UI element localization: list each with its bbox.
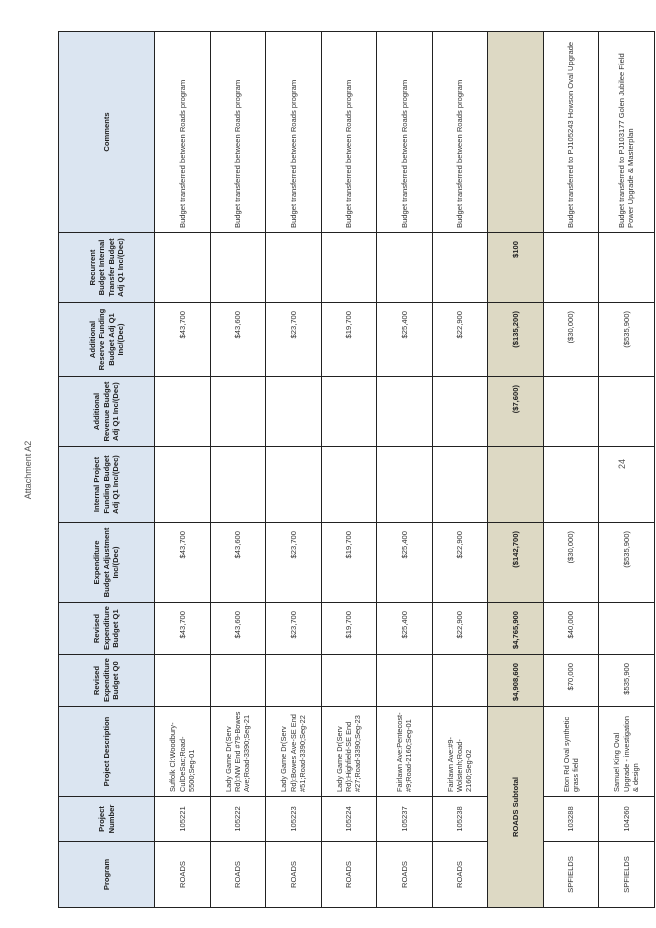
cell-project-number: 105224 <box>321 797 377 842</box>
cell-project-description: Lady Game Dr(Serv Rd):NW End #79-Bowes Ave;Road-3390;Seg-21 <box>210 707 266 797</box>
cell-comments: Budget transferred between Roads program <box>266 32 322 233</box>
table-row <box>266 32 322 908</box>
subtotal-label: ROADS Subtotal <box>488 707 544 908</box>
cell-internal-funding <box>543 447 599 523</box>
cell-expenditure-adjustment: $43,600 <box>210 523 266 603</box>
cell-program: ROADS <box>210 842 266 908</box>
subtotal-comments <box>488 32 544 233</box>
table-row <box>543 32 599 908</box>
cell-recurrent-transfer <box>599 233 655 303</box>
cell-program: SPFIELDS <box>599 842 655 908</box>
cell-project-description: Suffolk Cl:Woodbury-CulDeSac;Road-5500;Seg-01 <box>155 707 211 797</box>
cell-additional-revenue <box>321 377 377 447</box>
subtotal-additional-revenue: ($7,600) <box>488 377 544 447</box>
cell-project-number: 105223 <box>266 797 322 842</box>
cell-project-description: Eton Rd Oval synthetic grass field <box>543 707 599 797</box>
cell-recurrent-transfer <box>210 233 266 303</box>
cell-additional-reserve: $25,400 <box>377 303 433 377</box>
cell-additional-revenue <box>599 377 655 447</box>
cell-recurrent-transfer <box>321 233 377 303</box>
col-header-recurrent-transfer: Recurrent Budget Internal Transfer Budget Adj Q1 Inc/(Dec) <box>59 233 155 303</box>
subtotal-recurrent-transfer: $100 <box>488 233 544 303</box>
cell-program: ROADS <box>155 842 211 908</box>
cell-revised-q1: $40,000 <box>543 603 599 655</box>
cell-expenditure-adjustment: ($535,900) <box>599 523 655 603</box>
col-header-revised-q1: Revised Expenditure Budget Q1 <box>59 603 155 655</box>
subtotal-revised-q0: $4,908,600 <box>488 655 544 707</box>
cell-revised-q0 <box>155 655 211 707</box>
cell-comments: Budget transferred between Roads program <box>155 32 211 233</box>
cell-additional-reserve: ($30,000) <box>543 303 599 377</box>
cell-expenditure-adjustment: ($30,000) <box>543 523 599 603</box>
cell-project-description: Lady Game Dr(Serv Rd):Bowes Ave-SE End #51;Road-3390;Seg-22 <box>266 707 322 797</box>
cell-additional-reserve: $23,700 <box>266 303 322 377</box>
cell-additional-reserve: $43,700 <box>155 303 211 377</box>
cell-revised-q1: $43,600 <box>210 603 266 655</box>
cell-comments: Budget transferred to PJ105243 Howson Oval Upgrade <box>543 32 599 233</box>
cell-internal-funding <box>321 447 377 523</box>
cell-expenditure-adjustment: $25,400 <box>377 523 433 603</box>
col-header-comments: Comments <box>59 32 155 233</box>
cell-revised-q0 <box>321 655 377 707</box>
col-header-internal-funding: Internal Project Funding Budget Adj Q1 Inc/(Dec) <box>59 447 155 523</box>
cell-additional-revenue <box>210 377 266 447</box>
cell-revised-q1: $23,700 <box>266 603 322 655</box>
budget-table-container <box>58 32 640 908</box>
cell-project-description: Samuel King Oval Upgrade - investigation & design <box>599 707 655 797</box>
table-row <box>155 32 211 908</box>
cell-internal-funding <box>432 447 488 523</box>
subtotal-expenditure-adjustment: ($142,700) <box>488 523 544 603</box>
table-row <box>377 32 433 908</box>
cell-project-number: 105237 <box>377 797 433 842</box>
cell-program: ROADS <box>432 842 488 908</box>
cell-additional-reserve: $43,600 <box>210 303 266 377</box>
cell-additional-revenue <box>377 377 433 447</box>
col-header-additional-revenue: Additional Revenue Budget Adj Q1 Inc/(Dec) <box>59 377 155 447</box>
cell-additional-revenue <box>155 377 211 447</box>
cell-revised-q1: $25,400 <box>377 603 433 655</box>
table-row <box>599 32 655 908</box>
cell-recurrent-transfer <box>377 233 433 303</box>
cell-additional-reserve: $22,900 <box>432 303 488 377</box>
table-row <box>210 32 266 908</box>
cell-additional-revenue <box>266 377 322 447</box>
cell-recurrent-transfer <box>432 233 488 303</box>
subtotal-row <box>488 32 544 908</box>
col-header-program: Program <box>59 842 155 908</box>
subtotal-additional-reserve: ($135,200) <box>488 303 544 377</box>
col-header-additional-reserve: Additional Reserve Funding Budget Adj Q1 Inc/(Dec) <box>59 303 155 377</box>
budget-adjustment-table <box>58 31 655 908</box>
cell-expenditure-adjustment: $23,700 <box>266 523 322 603</box>
cell-program: ROADS <box>377 842 433 908</box>
cell-program: SPFIELDS <box>543 842 599 908</box>
cell-additional-reserve: $19,700 <box>321 303 377 377</box>
cell-revised-q0 <box>266 655 322 707</box>
cell-project-number: 103288 <box>543 797 599 842</box>
cell-program: ROADS <box>321 842 377 908</box>
cell-recurrent-transfer <box>155 233 211 303</box>
cell-additional-revenue <box>543 377 599 447</box>
cell-program: ROADS <box>266 842 322 908</box>
cell-additional-revenue <box>432 377 488 447</box>
cell-revised-q0 <box>210 655 266 707</box>
table-header-row <box>59 32 155 908</box>
subtotal-internal-funding <box>488 447 544 523</box>
table-row <box>321 32 377 908</box>
cell-revised-q1: $19,700 <box>321 603 377 655</box>
cell-revised-q0: $535,900 <box>599 655 655 707</box>
col-header-project-number: Project Number <box>59 797 155 842</box>
cell-project-number: 105238 <box>432 797 488 842</box>
cell-project-number: 104260 <box>599 797 655 842</box>
cell-internal-funding <box>599 447 655 523</box>
col-header-project-description: Project Description <box>59 707 155 797</box>
cell-expenditure-adjustment: $19,700 <box>321 523 377 603</box>
cell-comments: Budget transferred between Roads program <box>210 32 266 233</box>
table-row <box>432 32 488 908</box>
cell-internal-funding <box>377 447 433 523</box>
cell-internal-funding <box>210 447 266 523</box>
cell-additional-reserve: ($535,900) <box>599 303 655 377</box>
cell-project-description: Fairlawn Ave:#9-Wolstenh;Road-2160;Seg-02 <box>432 707 488 797</box>
cell-revised-q0 <box>377 655 433 707</box>
cell-revised-q0: $70,000 <box>543 655 599 707</box>
cell-revised-q1 <box>599 603 655 655</box>
col-header-revised-q0: Revised Expenditure Budget Q0 <box>59 655 155 707</box>
cell-project-description: Lady Game Dr(Serv Rd):Highfield-SE End #27;Road-3390;Seg-23 <box>321 707 377 797</box>
cell-internal-funding <box>155 447 211 523</box>
col-header-expenditure-adjustment: Expenditure Budget Adjustment Inc/(Dec) <box>59 523 155 603</box>
cell-comments: Budget transferred between Roads program <box>321 32 377 233</box>
cell-recurrent-transfer <box>266 233 322 303</box>
cell-internal-funding <box>266 447 322 523</box>
cell-project-number: 105221 <box>155 797 211 842</box>
cell-revised-q1: $22,900 <box>432 603 488 655</box>
cell-comments: Budget transferred between Roads program <box>432 32 488 233</box>
cell-revised-q1: $43,700 <box>155 603 211 655</box>
subtotal-revised-q1: $4,765,900 <box>488 603 544 655</box>
cell-comments: Budget transferred between Roads program <box>377 32 433 233</box>
cell-comments: Budget transferred to PJ103177 Golen Jubilee Field Power Upgrade & Masterplan <box>599 32 655 233</box>
attachment-label: Attachment A2 <box>23 440 33 500</box>
cell-project-number: 105222 <box>210 797 266 842</box>
cell-project-description: Fairlawn Ave:Pentecost-#9;Road-2160;Seg-01 <box>377 707 433 797</box>
page-number-label: 24 <box>617 458 627 470</box>
cell-expenditure-adjustment: $22,900 <box>432 523 488 603</box>
cell-recurrent-transfer <box>543 233 599 303</box>
cell-expenditure-adjustment: $43,700 <box>155 523 211 603</box>
cell-revised-q0 <box>432 655 488 707</box>
